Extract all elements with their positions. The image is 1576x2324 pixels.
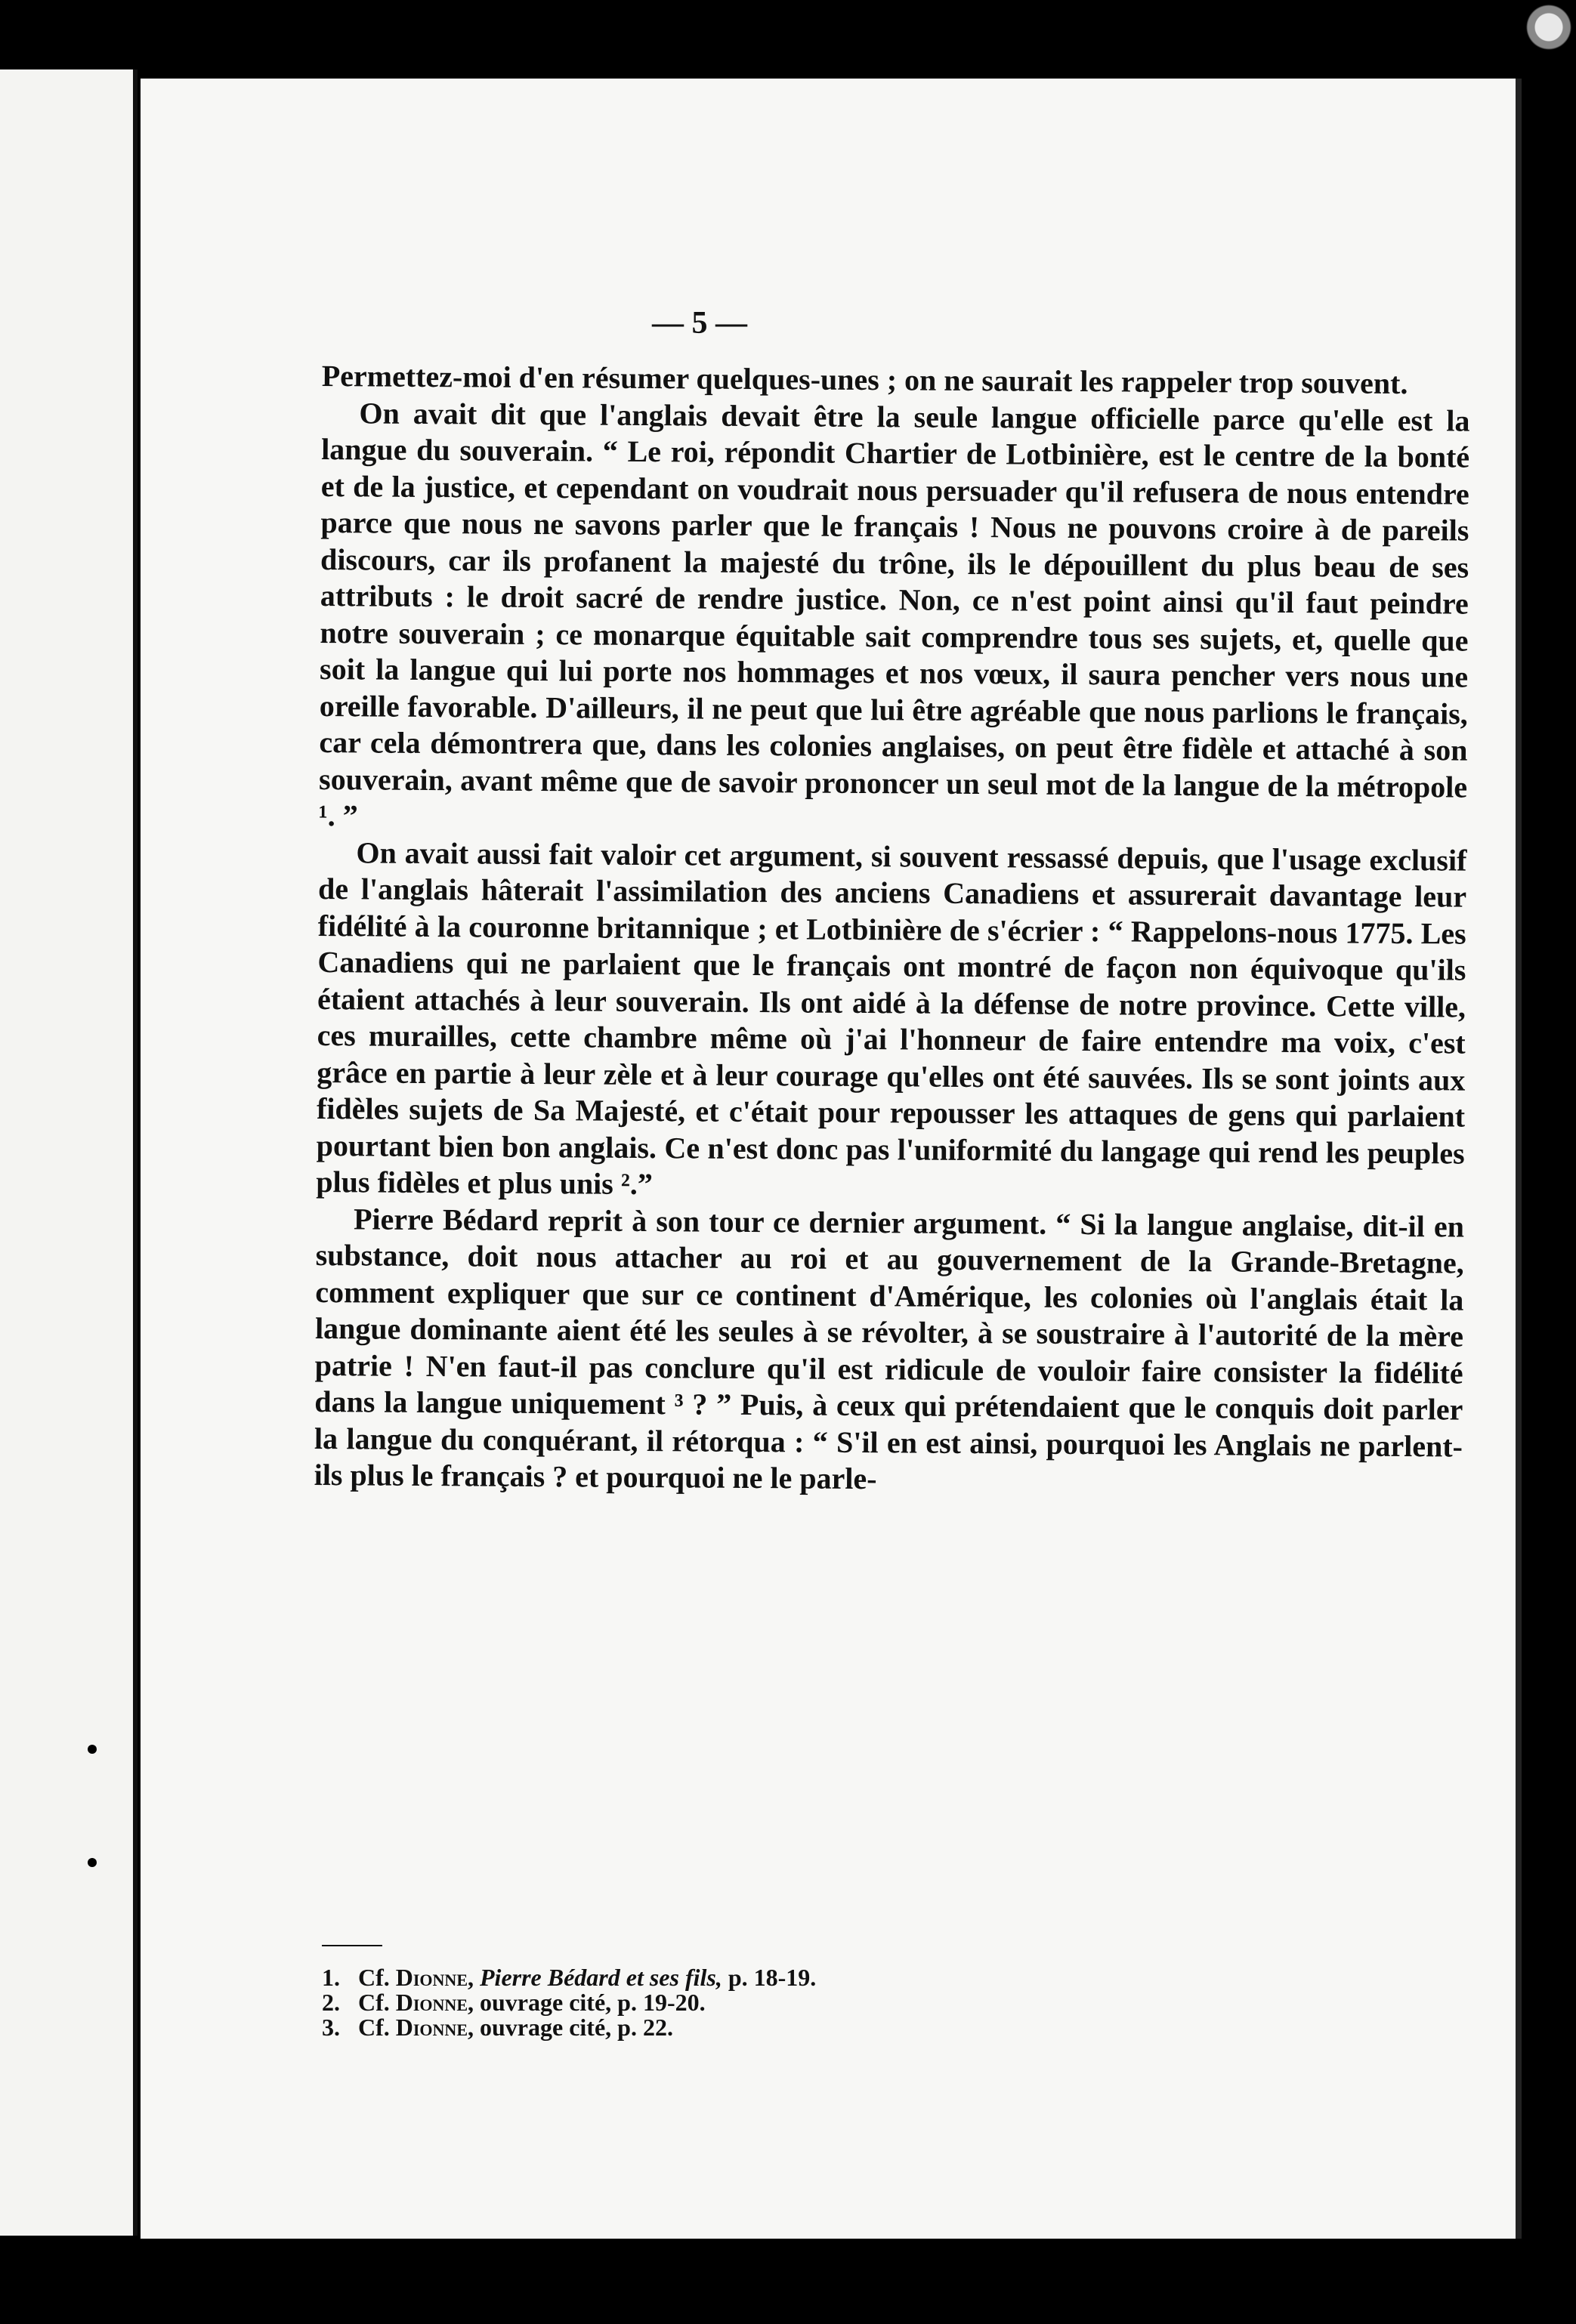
page-edge [1516, 79, 1522, 2239]
binding-mark [88, 1858, 97, 1867]
body-text [314, 358, 1470, 1501]
footnote-rest: ouvrage cité, p. 22. [480, 2014, 673, 2041]
footnote-rest: p. 18-19. [728, 1964, 817, 1991]
footnote-cf: Cf. [358, 1964, 390, 1991]
scan-artifact [1485, 0, 1576, 68]
footnote [322, 1965, 1077, 1990]
footnotes [322, 1965, 1077, 2040]
footnote-number: 1. [322, 1964, 340, 1991]
footnote-number: 3. [322, 2014, 340, 2041]
paragraph: On avait dit que l'anglais devait être la seule langue officielle parce qu'elle est la langue du souverain. “ Le roi, répondit Chartier de Lotbinière, est le centre de la bonté et de la justice, et cependant on voudrait nous persuader qu'il refusera de nous entendre parce que nous ne savons parler que le français ! Nous ne pouvons croire à de pareils discours, car ils profanent la majesté du trône, ils le dépouillent du plus beau de ses attributs : le droit sacré de rendre justice. Non, ce n'est point ainsi qu'il faut peindre notre souverain ; ce monarque équitable sait comprendre tous ses sujets, et, quelle que soit la langue qui lui porte nos hommages et nos vœux, il saura pencher vers nous une oreille favorable. D'ailleurs, il ne peut que lui être agréable que nous parlions le français, car cela démontrera que, dans les colonies anglaises, on peut être fidèle et attaché à son souverain, avant même que de savoir prononcer un seul mot de la langue de la métropole ¹. ” [318, 395, 1470, 833]
paragraph: Permettez-moi d'en résumer quelques-unes ; on ne saurait les rappeler trop souvent. [321, 358, 1408, 401]
footnote-rule [322, 1945, 382, 1946]
footnote-rest: ouvrage cité, p. 19-20. [480, 1989, 706, 2016]
footnote-cf: Cf. [358, 2014, 390, 2041]
document-page [141, 79, 1516, 2239]
footnote [322, 2015, 1077, 2040]
binding-mark [88, 1745, 97, 1754]
footnote [322, 1990, 1077, 2015]
footnote-cf: Cf. [358, 1989, 390, 2016]
facing-page-edge [0, 69, 138, 2236]
footnote-title: Pierre Bédard et ses fils, [480, 1964, 722, 1991]
footnote-author: Dionne, [395, 2014, 474, 2041]
footnote-author: Dionne, [395, 1989, 474, 2016]
paragraph: On avait aussi fait valoir cet argument, si souvent ressassé depuis, que l'usage exclusif de l'anglais hâterait l'assimilation des anciens Canadiens et assurerait davantage leur fidélité à la couronne britannique ; et Lotbinière de s'écrier : “ Rappelons-nous 1775. Les Canadiens qui ne parlaient que le français ont montré de façon non équivoque qu'ils étaient attachés à leur souverain. Ils ont aidé à la défense de notre province. Cette ville, ces murailles, cette chambre même où j'ai l'honneur de faire entendre ma voix, c'est grâce en partie à leur zèle et à leur courage qu'elles ont été sauvées. Ils se sont joints aux fidèles sujets de Sa Majesté, et c'était pour repousser les attaques de gens qui parlaient pourtant bien bon anglais. Ce n'est donc pas l'uniformité du langage qui rend les peuples plus fidèles et plus unis ².” [316, 835, 1467, 1202]
page-number: — 5 — [652, 306, 747, 341]
footnote-number: 2. [322, 1989, 340, 2016]
paragraph: Pierre Bédard reprit à son tour ce dernier argument. “ Si la langue anglaise, dit-il en substance, doit nous attacher au roi et au gouvernement de la Grande-Bretagne, comment expliquer que sur ce continent d'Amérique, les colonies où l'anglais était la langue dominante aient été les seules à se révolter, à se soustraire à l'autorité de la mère patrie ! N'en faut-il pas conclure qu'il est ridicule de vouloir faire consister la fidélité dans la langue uniquement ³ ? ” Puis, à ceux qui prétendaient que le conquis doit parler la langue du conquérant, il rétorqua : “ S'il en est ainsi, pourquoi les Anglais ne parlent-ils plus le français ? et pourquoi ne le parle- [314, 1201, 1465, 1496]
footnote-author: Dionne, [395, 1964, 474, 1991]
